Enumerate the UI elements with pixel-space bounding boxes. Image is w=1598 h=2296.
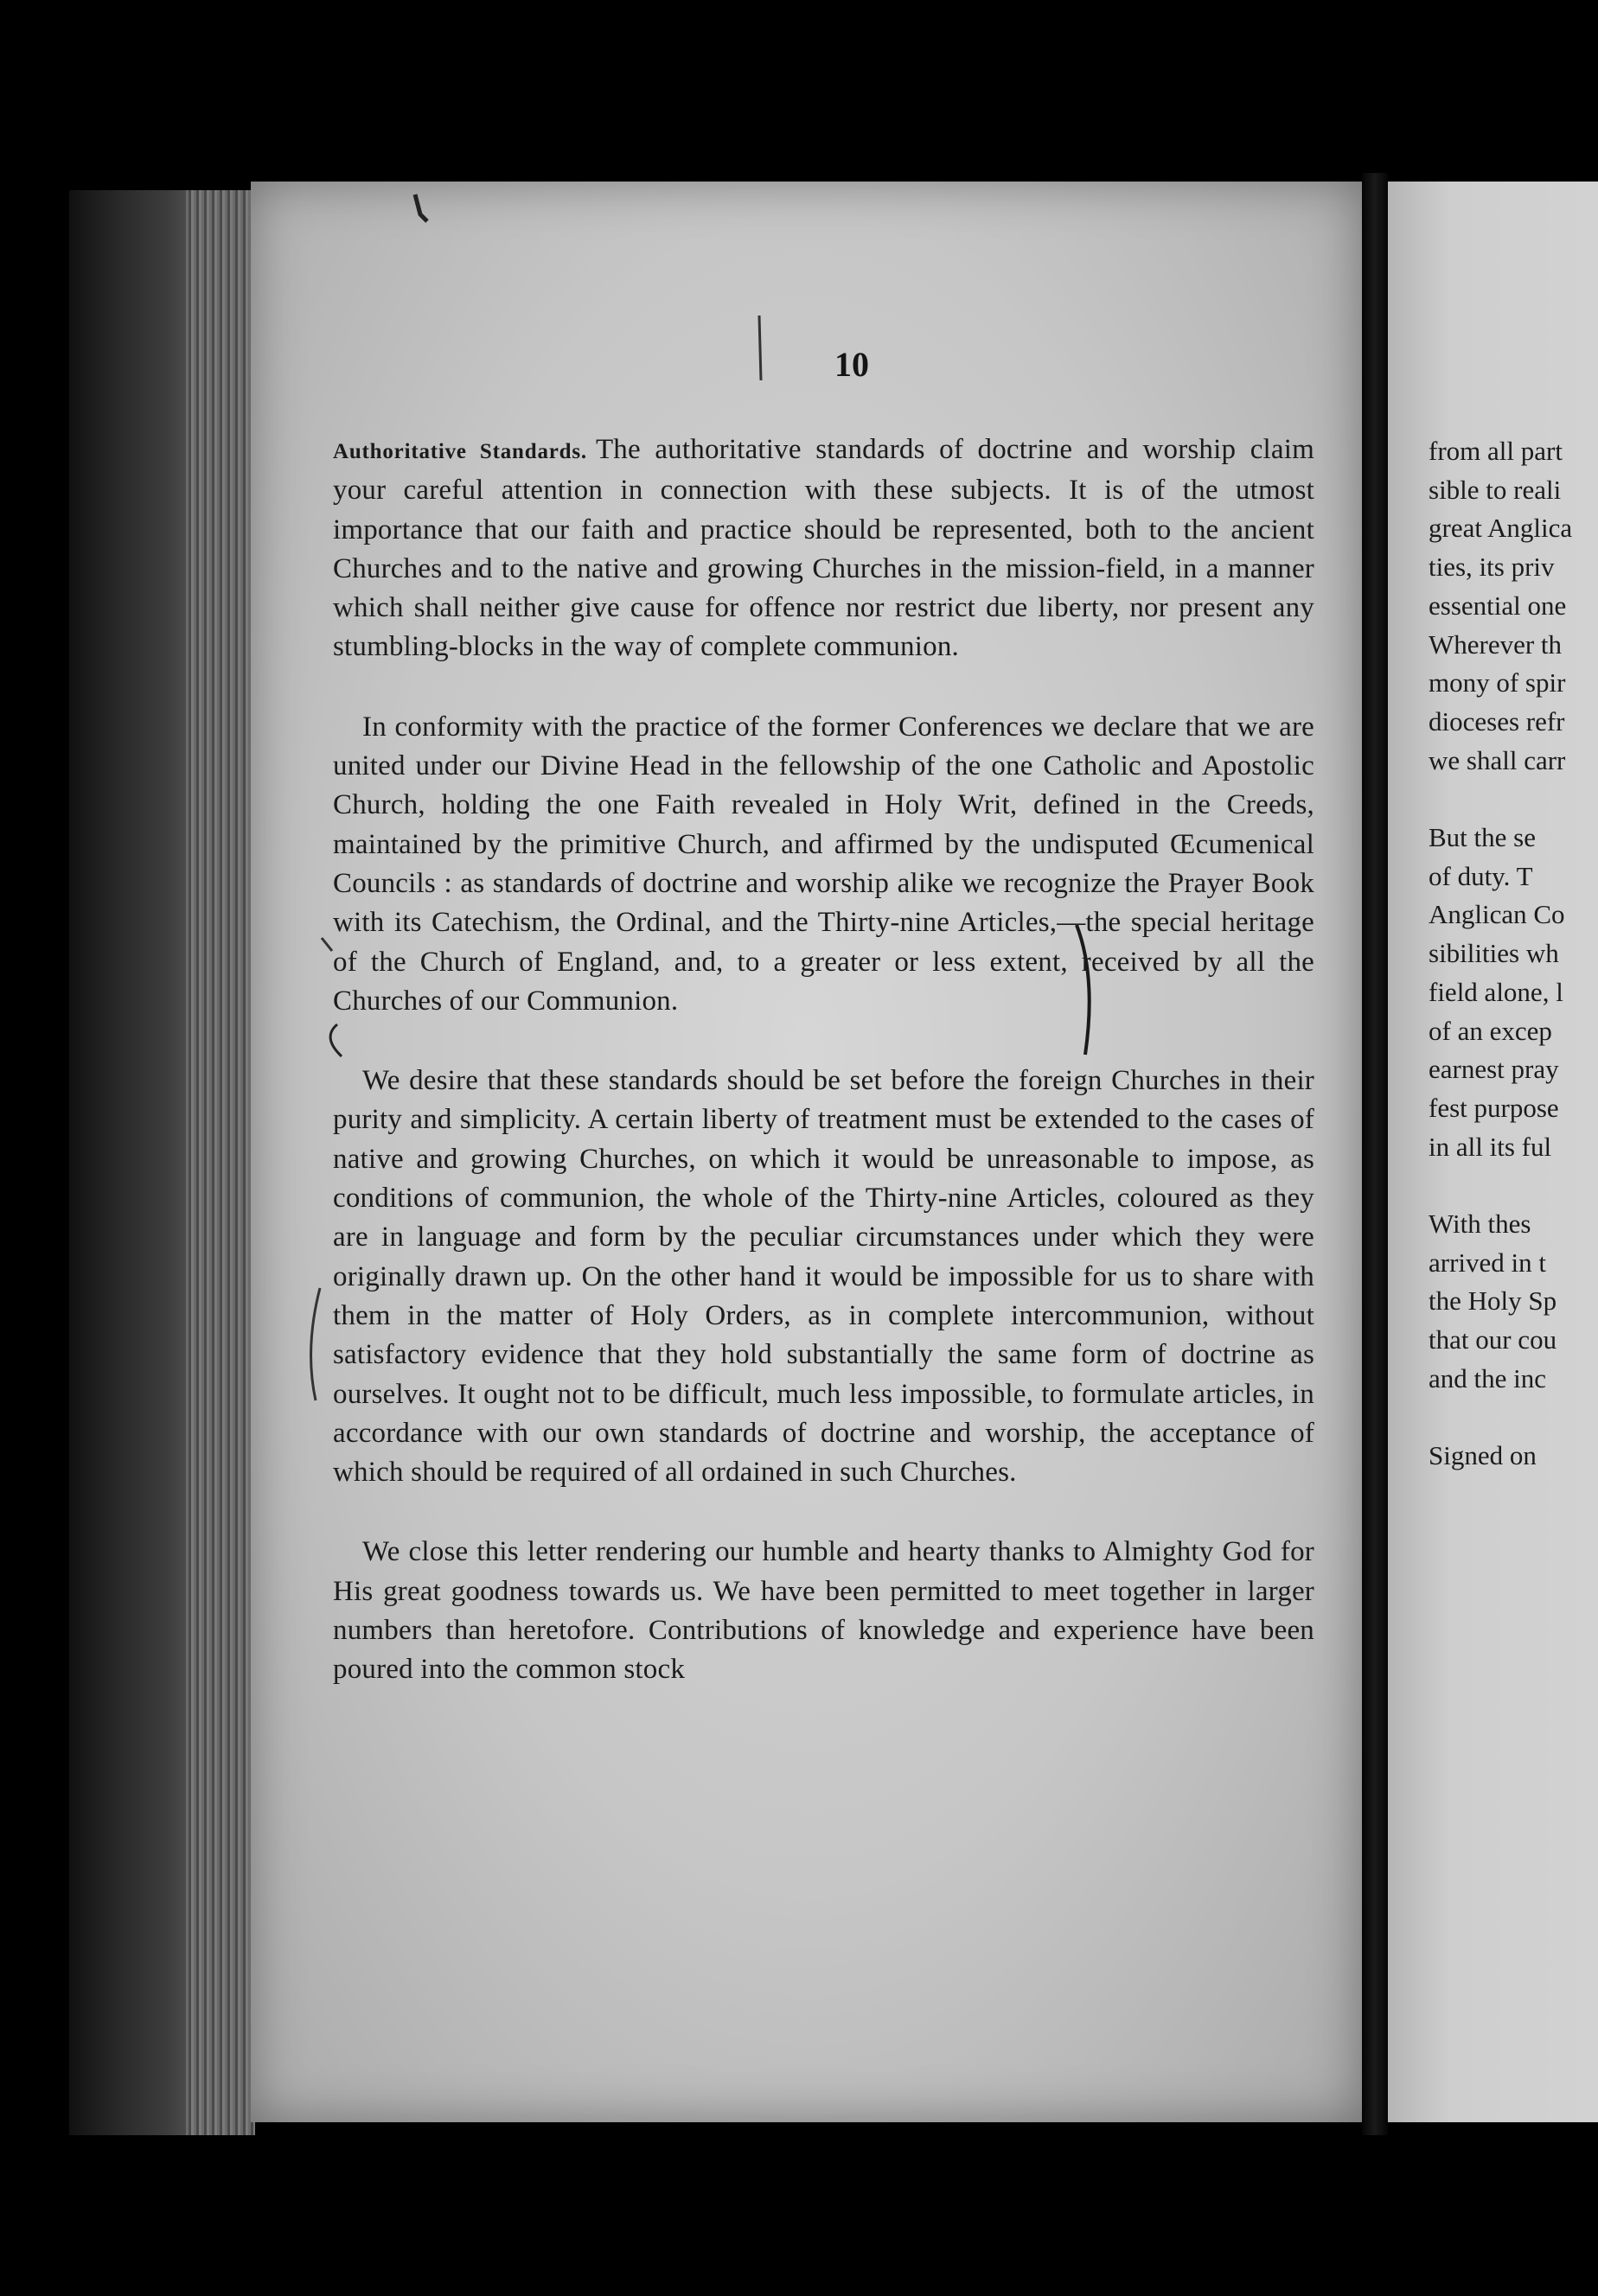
right-paragraph-gap	[1429, 1166, 1572, 1205]
right-line: great Anglica	[1429, 513, 1573, 544]
right-line: in all its ful	[1429, 1131, 1552, 1162]
right-line: mony of spir	[1429, 667, 1566, 698]
book-gutter	[1362, 173, 1388, 2135]
right-line: earnest pray	[1429, 1054, 1559, 1085]
right-line: But the se	[1429, 822, 1536, 853]
right-line: and the inc	[1429, 1362, 1547, 1394]
right-paragraph-gap	[1429, 780, 1572, 819]
right-paragraph-gap	[1429, 1399, 1572, 1438]
page-number: 10	[834, 345, 869, 384]
right-line: ties, its priv	[1429, 552, 1555, 583]
right-line: fest purpose	[1429, 1092, 1559, 1123]
right-line: Signed on	[1429, 1440, 1537, 1471]
right-line: sibilities wh	[1429, 938, 1559, 969]
right-line: essential one	[1429, 590, 1567, 621]
paragraph-authoritative-standards	[333, 430, 1314, 667]
right-line: sible to reali	[1429, 474, 1562, 505]
right-line: With thes	[1429, 1209, 1531, 1240]
section-heading: Authoritative Standards.	[333, 440, 587, 463]
left-page-text	[333, 430, 1314, 1731]
right-line: dioceses refr	[1429, 705, 1565, 737]
right-line: we shall carr	[1429, 744, 1566, 775]
right-line: field alone, l	[1429, 976, 1563, 1007]
page-edges	[186, 190, 255, 2135]
right-line: the Holy Sp	[1429, 1285, 1557, 1317]
right-line: that our cou	[1429, 1324, 1557, 1355]
right-line: of duty. T	[1429, 860, 1533, 891]
paragraph-closing-letter: We close this letter rendering our humble and hearty thanks to Almighty God for His great goodness towards us. We have been permitted to meet together in larger numbers than heretofore. Contributions of knowledge and experience have been poured into the common stock	[333, 1536, 1314, 1686]
right-line: Wherever th	[1429, 628, 1563, 660]
right-line: of an excep	[1429, 1015, 1552, 1046]
paragraph-text: The authoritative standards of doctrine and worship claim your careful attention in connection with these subjects. It is of the utmost importance that our faith and practice should be represented, both to the ancient Churches and to the native and growing Churches in the mission-field, in a manner which shall neither give cause for offence nor restrict due liberty, nor present any stumbling-blocks in the way of complete communion.	[333, 434, 1314, 663]
right-page-text-fragments	[1429, 432, 1572, 1476]
paragraph-standards-foreign-churches: We desire that these standards should be set before the foreign Churches in their purity and simplicity. A certain liberty of treatment must be extended to the cases of native and growing Churches, on which it would be unreasonable to impose, as conditions of communion, the whole of the Thirty-nine Articles, coloured as they are in language and form by the peculiar circumstances under which they were originally drawn up. On the other hand it would be impossible for us to share with them in the matter of Holy Orders, as in complete intercommunion, without satisfactory evidence that they hold substantially the same form of doctrine as ourselves. It ought not to be difficult, much less impossible, to formulate articles, in accordance with our own standards of doctrine and worship, the acceptance of which should be required of all ordained in such Churches.	[333, 1065, 1314, 1489]
right-line: arrived in t	[1429, 1247, 1547, 1278]
right-line: Anglican Co	[1429, 899, 1565, 930]
right-line: from all part	[1429, 436, 1563, 466]
paragraph-conformity: In conformity with the practice of the former Conferences we declare that we are united under our Divine Head in the fellowship of the one Catholic and Apostolic Church, holding the one Faith revealed in Holy Writ, defined in the Creeds, maintained by the primitive Church, and affirmed by the undisputed Œcumenical Councils : as standards of doctrine and worship alike we recognize the Prayer Book with its Catechism, the Ordinal, and the Thirty-nine Articles,—the special heritage of the Church of England, and, to a greater or less extent, received by all the Churches of our Communion.	[333, 711, 1314, 1017]
book-spine-shadow	[69, 190, 199, 2135]
